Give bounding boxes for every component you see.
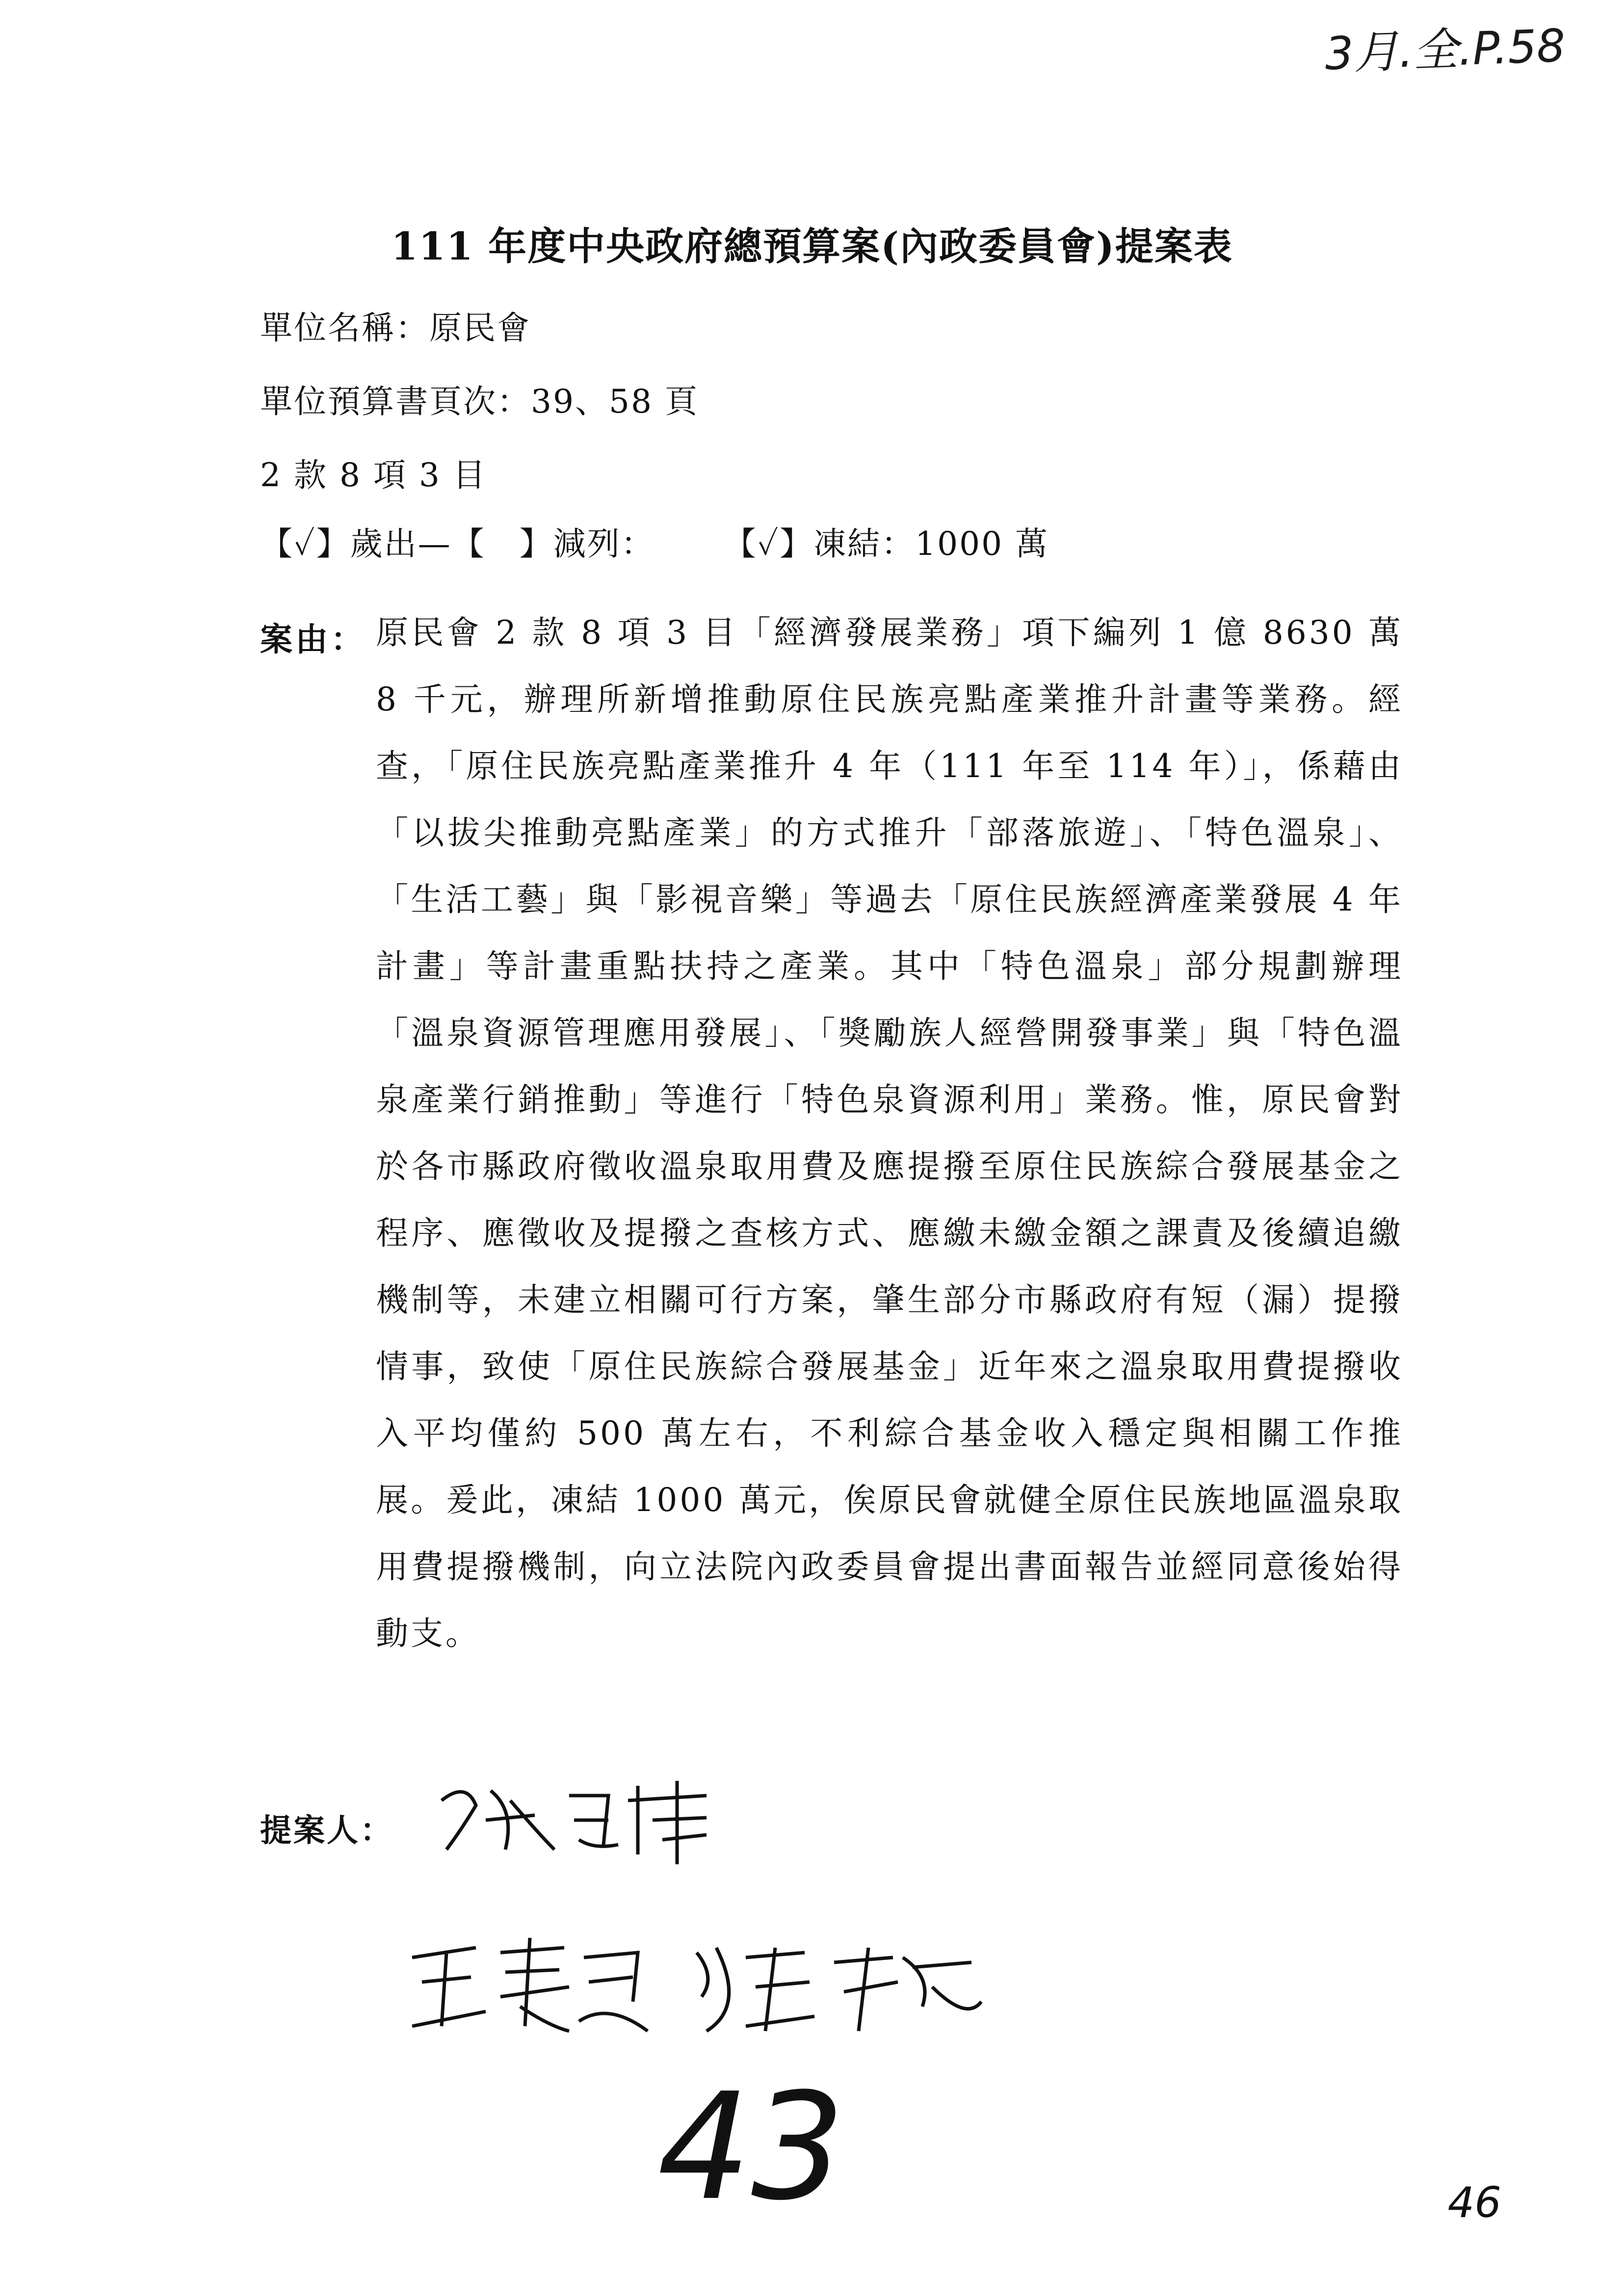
freeze-option: 【✓】凍結：1000 萬 — [723, 525, 1049, 563]
budget-item: 2 款 8 項 3 目 — [260, 456, 487, 494]
signature-2 — [402, 1928, 1021, 2046]
page-title: 111 年度中央政府總預算案(內政委員會)提案表 — [391, 224, 1233, 269]
handwritten-reference-note: 3月.全.P.58 — [1324, 19, 1566, 80]
proposal-number: 43 — [657, 2080, 845, 2218]
unit-name: 單位名稱：原民會 — [260, 309, 531, 347]
page-number: 46 — [1447, 2178, 1501, 2227]
expenditure-option: 【✓】歲出—【 】減列： — [260, 525, 655, 563]
budget-page-reference: 單位預算書頁次：39、58 頁 — [260, 383, 699, 420]
signature-1 — [432, 1771, 736, 1869]
proposal-options — [260, 518, 1049, 564]
proposer-label: 提案人： — [260, 1812, 393, 1849]
handwritten-proposal-number — [653, 2080, 908, 2218]
reason-label: 案由： — [260, 620, 366, 658]
reason-text: 原民會 2 款 8 項 3 目「經濟發展業務」項下編列 1 億 8630 萬 8 千元，辦理所新增推動原住民族亮點產業推升計畫等業務。經查，「原住民族亮點產業推升 4 年（111 年至 114 年）」，係藉由「以拔尖推動亮點產業」的方式推升「部落旅遊」、「特色溫泉」、「生活工藝」與「影視音樂」等過去「原住民族經濟產業發展 4 年計畫」等計畫重點扶持之產業。其中「特色溫泉」部分規劃辦理「溫泉資源管理應用發展」、「獎勵族人經營開發事業」與「特色溫泉產業行銷推動」等進行「特色泉資源利用」業務。惟，原民會對於各市縣政府徵收溫泉取用費及應提撥至原住民族綜合發展基金之程序、應徵收及提撥之查核方式、應繳未繳金額之課責及後續追繳機制等，未建立相關可行方案，肇生部分市縣政府有短（漏）提撥情事，致使「原住民族綜合發展基金」近年來之溫泉取用費提撥收入平均僅約 500 萬左右，不利綜合基金收入穩定與相關工作推展。爰此，凍結 1000 萬元，俟原民會就健全原住民族地區溫泉取用費提撥機制，向立法院內政委員會提出書面報告並經同意後始得動支。 — [376, 614, 1403, 1652]
reason-section — [260, 613, 1403, 1667]
